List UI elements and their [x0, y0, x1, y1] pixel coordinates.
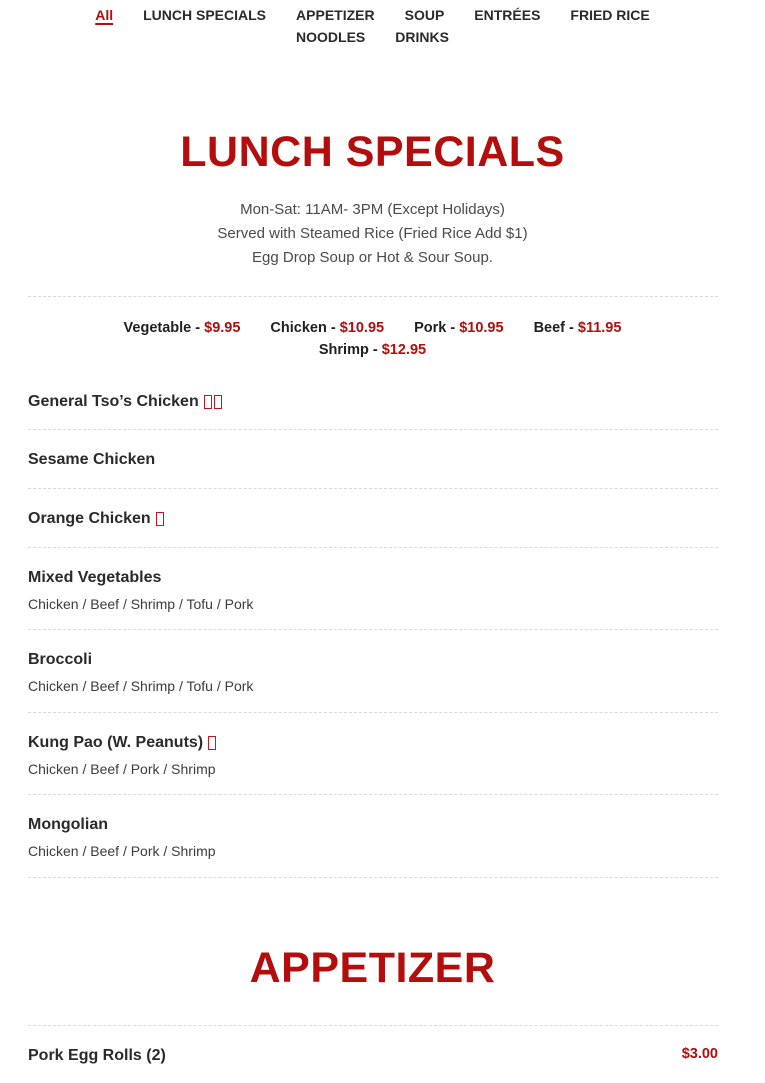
menu-item-name-row [28, 568, 718, 588]
tab-noodles[interactable]: NOODLES [296, 29, 366, 45]
divider [28, 429, 718, 430]
price-label: Shrimp - [318, 342, 382, 358]
lunch-soup-text: Egg Drop Soup or Hot & Sour Soup. [252, 249, 493, 266]
menu-item-name: Mongolian [28, 816, 108, 833]
tab-soup[interactable]: SOUP [404, 7, 445, 23]
price-value: $10.95 [339, 320, 385, 336]
spicy-rating [202, 395, 222, 409]
menu-item-price: $3.00 [681, 1046, 718, 1062]
spicy-rating [154, 512, 164, 526]
tab-drinks[interactable]: DRINKS [395, 29, 449, 45]
menu-item-general-tsos-chicken[interactable] [28, 392, 718, 412]
price-value: $9.95 [204, 320, 241, 336]
menu-item-name: Mixed Vegetables [28, 569, 162, 586]
menu-item-name: Sesame Chicken [28, 451, 156, 468]
price-chicken [270, 320, 384, 336]
menu-item-options: Chicken / Beef / Pork / Shrimp [28, 761, 216, 777]
menu-item-kung-pao[interactable] [28, 733, 718, 778]
chili-pepper-icon [204, 395, 212, 409]
lunch-price-row-2 [0, 340, 745, 360]
section-title-appetizer: APPETIZER [249, 944, 496, 992]
menu-item-name-row [28, 392, 718, 412]
menu-item-mixed-vegetables[interactable] [28, 568, 718, 613]
chili-pepper-icon [156, 512, 164, 526]
menu-item-options: Chicken / Beef / Shrimp / Tofu / Pork [28, 678, 254, 694]
price-shrimp [319, 342, 426, 358]
menu-item-name-row [28, 450, 718, 470]
menu-item-options: Chicken / Beef / Shrimp / Tofu / Pork [28, 596, 254, 612]
divider [28, 547, 718, 548]
price-label: Beef - [533, 320, 578, 336]
menu-item-name-row [28, 1046, 718, 1066]
price-vegetable [124, 320, 241, 336]
menu-item-name: Pork Egg Rolls (2) [28, 1047, 166, 1064]
price-label: Vegetable - [123, 320, 205, 336]
lunch-hours-text: Mon-Sat: 11AM- 3PM (Except Holidays) [240, 201, 505, 218]
price-label: Pork - [414, 320, 460, 336]
menu-item-sesame-chicken[interactable] [28, 450, 718, 470]
price-beef [534, 320, 622, 336]
menu-item-name-row [28, 733, 718, 753]
divider [28, 1025, 718, 1026]
divider [28, 488, 718, 489]
tab-lunch-specials[interactable]: LUNCH SPECIALS [143, 7, 267, 23]
tab-fried-rice[interactable]: FRIED RICE [570, 7, 650, 23]
divider [28, 877, 718, 878]
lunch-price-row-1 [0, 318, 745, 338]
menu-item-broccoli[interactable] [28, 650, 718, 695]
menu-item-mongolian[interactable] [28, 815, 718, 860]
price-value: $12.95 [381, 342, 427, 358]
divider [28, 296, 718, 297]
price-value: $11.95 [577, 320, 622, 336]
menu-item-name: Broccoli [28, 651, 93, 668]
lunch-info [0, 198, 745, 270]
spicy-rating [206, 736, 216, 750]
chili-pepper-icon [214, 395, 222, 409]
menu-item-options: Chicken / Beef / Pork / Shrimp [28, 843, 216, 859]
chili-pepper-icon [208, 736, 216, 750]
divider [28, 794, 718, 795]
section-title-lunch-specials: LUNCH SPECIALS [180, 128, 565, 176]
menu-item-name-row [28, 509, 718, 529]
menu-item-pork-egg-rolls[interactable] [28, 1046, 718, 1066]
category-nav-row-1 [0, 5, 745, 25]
lunch-rice-text: Served with Steamed Rice (Fried Rice Add $1) [217, 225, 528, 242]
menu-item-name-row [28, 815, 718, 835]
menu-item-name: Orange Chicken [28, 510, 151, 527]
tab-entrees[interactable]: ENTRÉES [474, 7, 541, 23]
price-value: $10.95 [459, 320, 504, 336]
divider [28, 712, 718, 713]
category-nav-row-2 [0, 27, 745, 47]
menu-item-name-row [28, 650, 718, 670]
price-label: Chicken - [270, 320, 340, 336]
menu-item-name: General Tso’s Chicken [28, 393, 199, 410]
price-pork [414, 320, 503, 336]
divider [28, 629, 718, 630]
menu-item-orange-chicken[interactable] [28, 509, 718, 529]
tab-all[interactable]: All [95, 7, 114, 23]
menu-item-name: Kung Pao (W. Peanuts) [28, 734, 204, 751]
tab-appetizer[interactable]: APPETIZER [296, 7, 375, 23]
